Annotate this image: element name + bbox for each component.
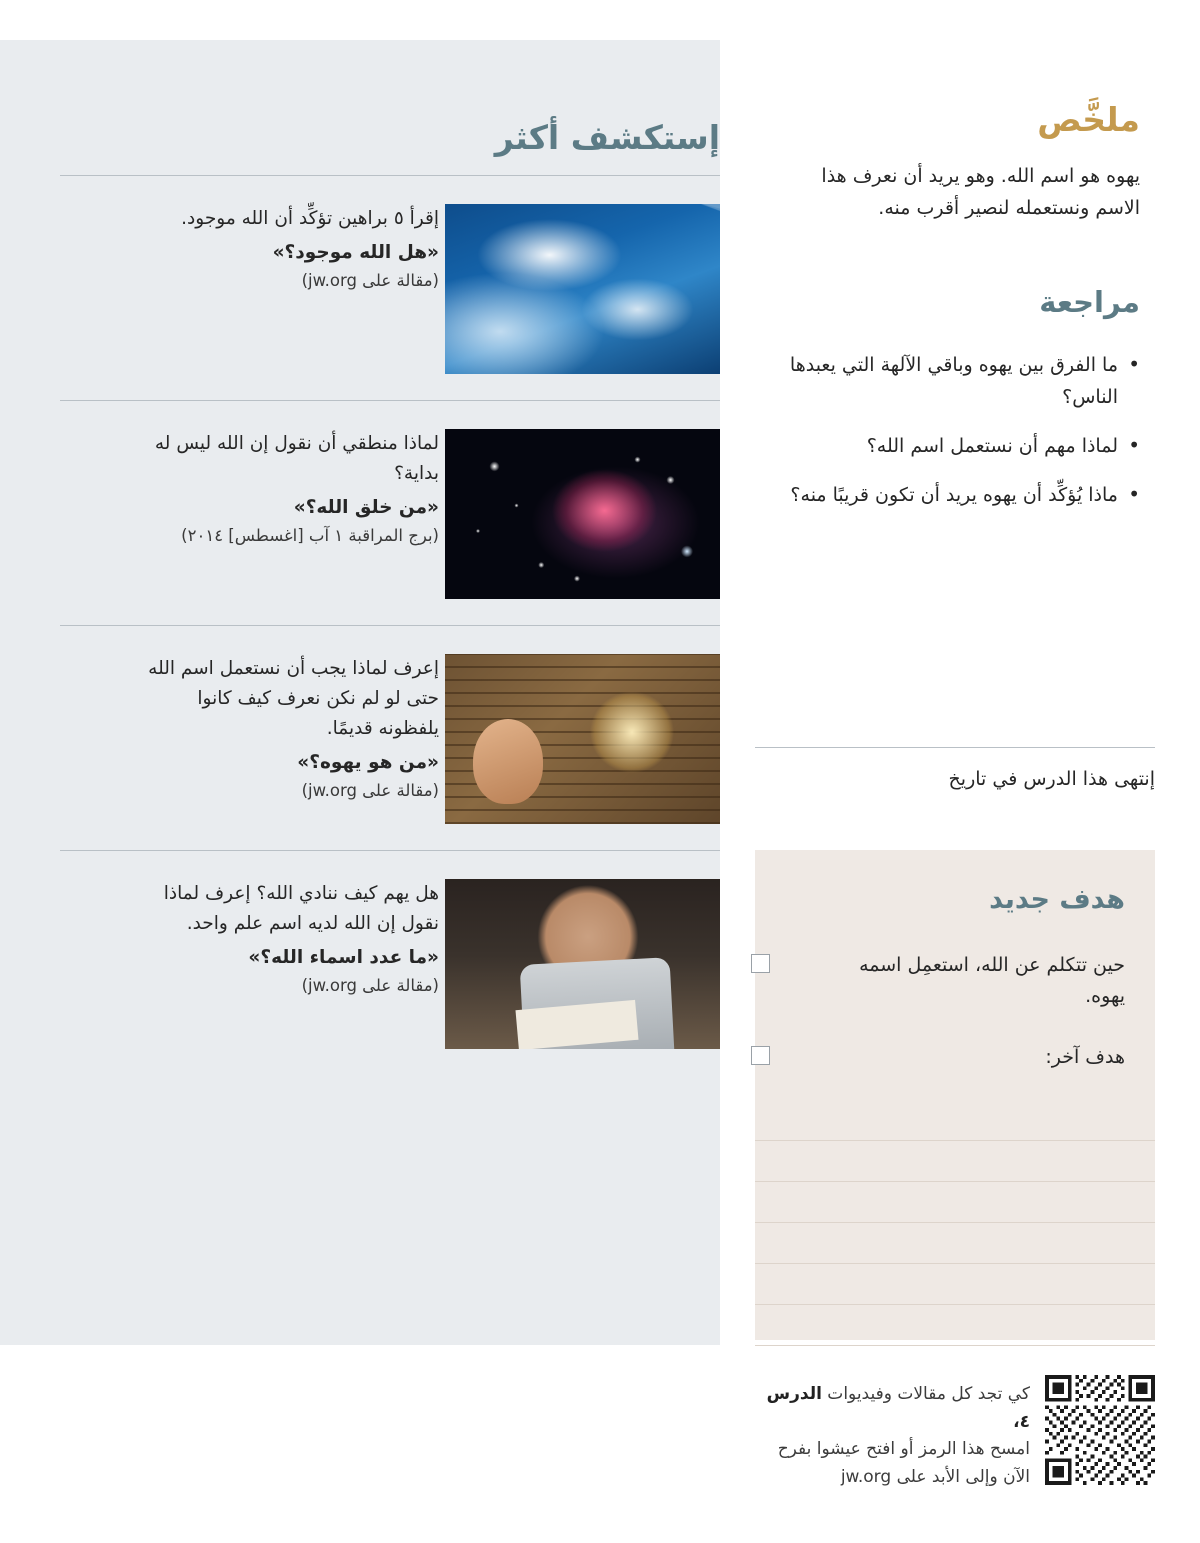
explore-item [60,175,720,400]
review-item: • ما الفرق بين يهوه وباقي الآلهة التي يعبدها الناس؟ [758,350,1118,414]
review-list [758,350,1140,529]
explore-item [60,625,720,850]
explore-item-text [117,429,445,550]
writing-line[interactable] [755,1305,1155,1346]
summary-text: يهوه هو اسم الله. وهو يريد أن نعرف هذا الاسم ونستعمله لنصير أقرب منه. [821,165,1140,220]
explore-item-description: إعرف لماذا يجب أن نستعمل اسم الله حتى لو لم نكن نعرف كيف كانوا يلفظونه قديمًا. [148,658,439,739]
footer-line3: الآن وإلى الأبد على jw.org [840,1466,1030,1487]
review-item: • ماذا يُؤكِّد أن يهوه يريد أن تكون قريبًا منه؟ [758,480,1118,512]
explore-item-title: «ما عدد اسماء الله؟» [248,946,439,968]
footer [750,1375,1155,1510]
explore-item-title: «من خلق الله؟» [293,496,439,518]
explore-item-description: لماذا منطقي أن نقول إن الله ليس له بداية؟ [154,433,439,484]
writing-line[interactable] [755,1223,1155,1264]
explore-item [60,850,720,1075]
explore-item-source: (مقالة على jw.org) [301,780,439,800]
man-reading-photo [445,879,720,1049]
space-nebula-photo [445,429,720,599]
explore-item-source: (مقالة على jw.org) [301,270,439,290]
goal-item-1-label: حين تتكلم عن الله، استعمِل اسمه يهوه. [859,954,1125,1007]
right-column [720,0,1200,1543]
clouds-sunbeams-photo [445,204,720,374]
goal-item-1 [785,950,1125,1012]
footer-line2: امسح هذا الرمز أو افتح عيشوا بفرح [777,1439,1030,1460]
goal-heading: هدف جديد [989,884,1125,915]
explore-panel [0,40,720,1345]
goal-checkbox-2[interactable] [751,1046,770,1065]
explore-item-text [117,204,445,295]
summary-heading: ملخَّص [1037,100,1140,139]
goal-writing-lines [755,1100,1155,1346]
magnifying-glass-scroll-photo [445,654,720,824]
review-item: • لماذا مهم أن نستعمل اسم الله؟ [758,431,1118,463]
review-heading: مراجعة [1039,285,1140,319]
goal-box [755,850,1155,1340]
qr-code[interactable] [1045,1375,1155,1485]
explore-item-source: (برج المراقبة ١ آب [اغسطس] ٢٠١٤) [181,525,439,545]
explore-item-title: «هل الله موجود؟» [272,241,439,263]
explore-item-text [117,879,445,1000]
writing-line[interactable] [755,1264,1155,1305]
writing-line[interactable] [755,1182,1155,1223]
explore-list [60,175,720,1075]
footer-text [750,1381,1030,1491]
divider [755,747,1155,748]
footer-line1-prefix: كي تجد كل مقالات وفيديوات [821,1384,1030,1404]
goal-checkbox-1[interactable] [751,954,770,973]
goal-item-2 [785,1042,1125,1073]
explore-item-description: هل يهم كيف ننادي الله؟ إعرف لماذا نقول إن الله لديه اسم علم واحد. [163,883,439,934]
goal-item-2-label: هدف آخر: [1045,1046,1125,1068]
explore-item-description: إقرأ ٥ براهين تؤكِّد أن الله موجود. [181,208,439,229]
writing-line[interactable] [755,1100,1155,1141]
explore-item-title: «من هو يهوه؟» [297,751,439,773]
footer-lesson-number: الدرس ٤، [766,1384,1030,1432]
explore-item-source: (مقالة على jw.org) [301,975,439,995]
completion-date-label: إنتهى هذا الدرس في تاريخ [948,768,1155,790]
explore-title: إستكشف أكثر [494,118,720,157]
writing-line[interactable] [755,1141,1155,1182]
explore-item-text [117,654,445,805]
explore-item [60,400,720,625]
